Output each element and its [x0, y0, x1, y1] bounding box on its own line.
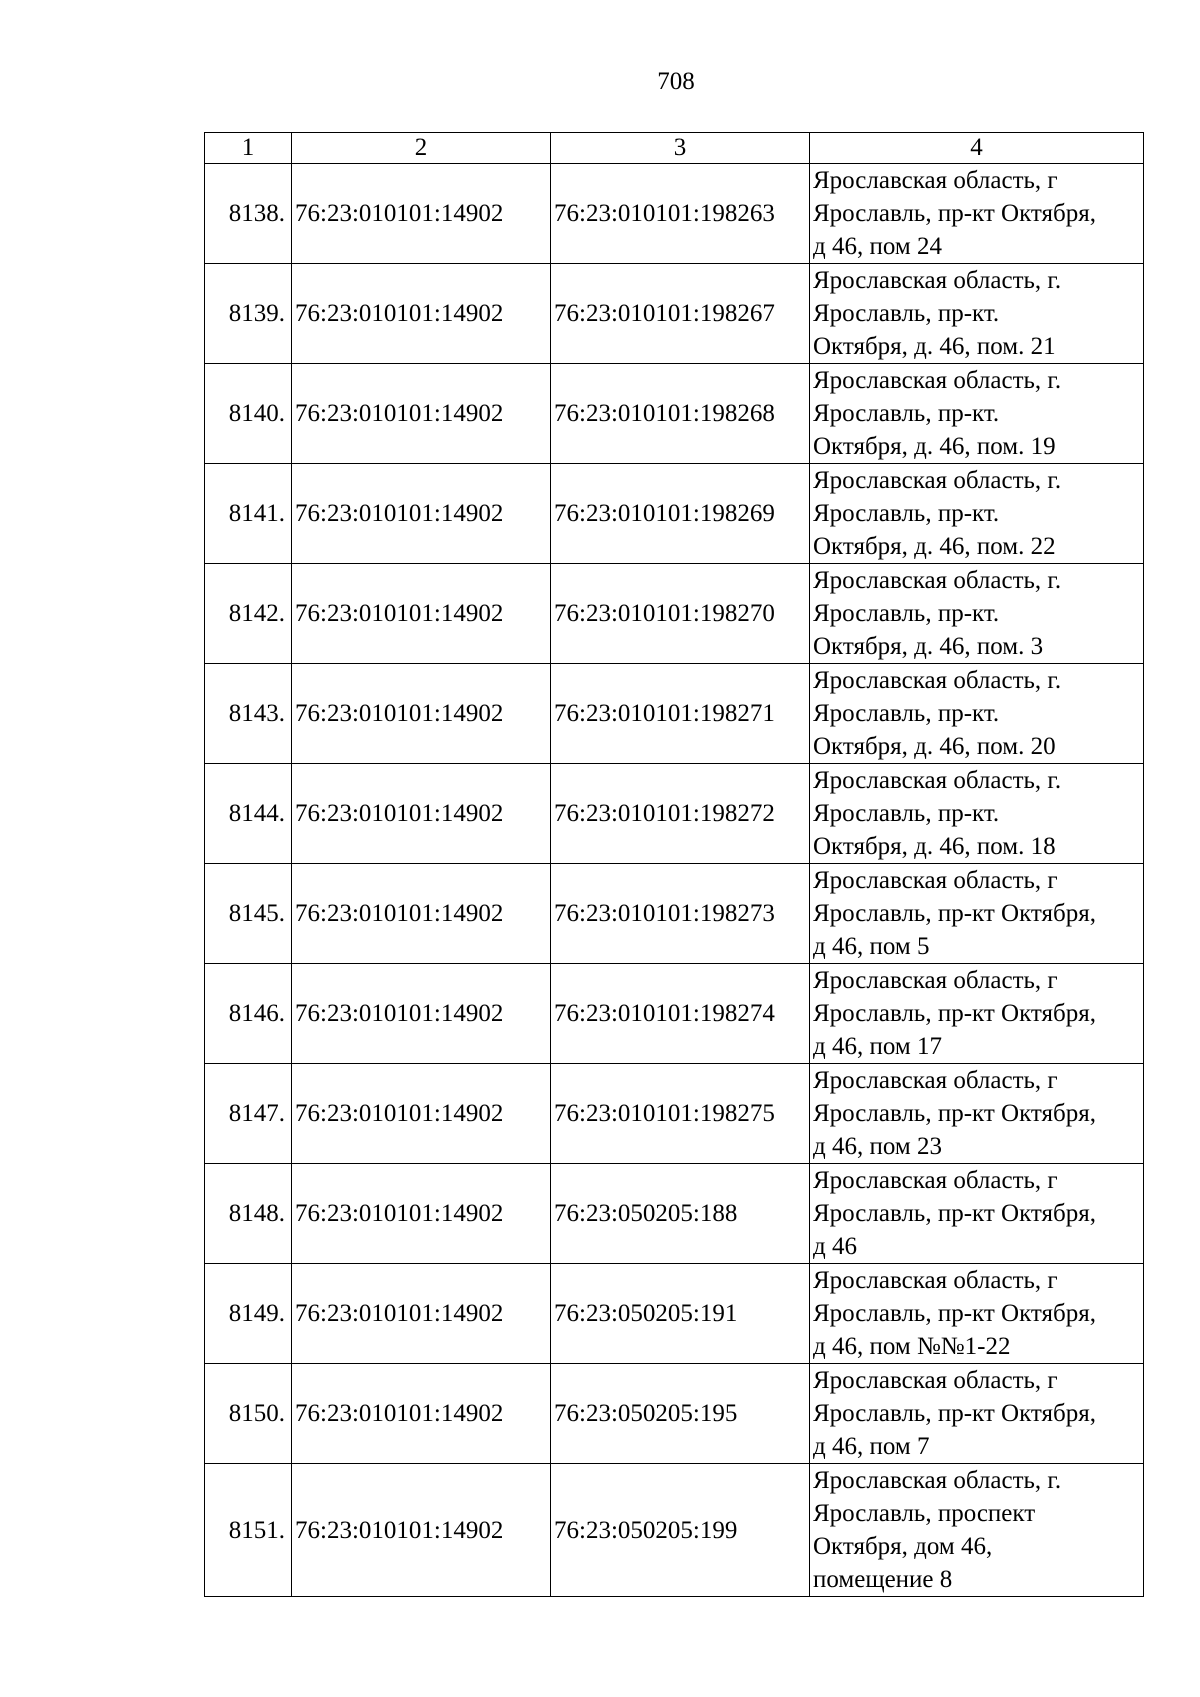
table-row [205, 1464, 1144, 1597]
address-cell [810, 564, 1144, 664]
column-header-3: 3 [551, 133, 810, 164]
row-number-cell: 8140. [205, 364, 292, 464]
address-cell [810, 764, 1144, 864]
table-row [205, 964, 1144, 1064]
address-cell [810, 1464, 1144, 1597]
column-header-4: 4 [810, 133, 1144, 164]
address-line: Ярославская область, г [813, 1067, 1058, 1094]
address-line: Ярославль, пр-кт. [813, 700, 1000, 727]
address-line: д 46, пом 23 [813, 1133, 942, 1160]
row-number-cell: 8141. [205, 464, 292, 564]
address-line: Октября, дом 46, [813, 1533, 993, 1560]
address-line: Ярославль, пр-кт Октября, [813, 1400, 1096, 1427]
address-line: д 46, пом 7 [813, 1433, 930, 1460]
parcel-number-cell: 76:23:010101:14902 [292, 864, 551, 964]
table-row [205, 1064, 1144, 1164]
address-line: Ярославль, пр-кт. [813, 800, 1000, 827]
address-cell [810, 1064, 1144, 1164]
table-row [205, 1264, 1144, 1364]
address-line: Ярославская область, г [813, 1267, 1058, 1294]
row-number-cell: 8142. [205, 564, 292, 664]
object-number-cell: 76:23:010101:198272 [551, 764, 810, 864]
parcel-number-cell: 76:23:010101:14902 [292, 564, 551, 664]
table-row [205, 864, 1144, 964]
object-number-cell: 76:23:010101:198267 [551, 264, 810, 364]
address-line: Ярославская область, г. [813, 767, 1062, 794]
object-number-cell: 76:23:010101:198269 [551, 464, 810, 564]
object-number-cell: 76:23:010101:198273 [551, 864, 810, 964]
address-cell [810, 864, 1144, 964]
address-cell [810, 1364, 1144, 1464]
table-row [205, 1164, 1144, 1264]
table-row [205, 764, 1144, 864]
row-number-cell: 8151. [205, 1464, 292, 1597]
address-line: Ярославль, пр-кт Октября, [813, 1100, 1096, 1127]
parcel-number-cell: 76:23:010101:14902 [292, 664, 551, 764]
parcel-number-cell: 76:23:010101:14902 [292, 164, 551, 264]
address-line: Ярославская область, г [813, 967, 1058, 994]
address-line: д 46, пом 24 [813, 233, 942, 260]
address-line: Ярославская область, г [813, 167, 1058, 194]
object-number-cell: 76:23:050205:195 [551, 1364, 810, 1464]
address-line: д 46, пом №№1-22 [813, 1333, 1011, 1360]
address-line: Ярославль, пр-кт Октября, [813, 200, 1096, 227]
row-number-cell: 8147. [205, 1064, 292, 1164]
address-line: Ярославская область, г. [813, 267, 1062, 294]
object-number-cell: 76:23:010101:198270 [551, 564, 810, 664]
table-row [205, 564, 1144, 664]
row-number-cell: 8138. [205, 164, 292, 264]
column-header-1: 1 [205, 133, 292, 164]
address-cell [810, 364, 1144, 464]
address-line: Ярославль, пр-кт. [813, 500, 1000, 527]
parcel-number-cell: 76:23:010101:14902 [292, 1164, 551, 1264]
address-line: Ярославль, пр-кт Октября, [813, 900, 1096, 927]
parcel-number-cell: 76:23:010101:14902 [292, 464, 551, 564]
address-line: Ярославская область, г [813, 1167, 1058, 1194]
address-line: Ярославль, пр-кт. [813, 600, 1000, 627]
object-number-cell: 76:23:010101:198274 [551, 964, 810, 1064]
address-line: Октября, д. 46, пом. 19 [813, 433, 1056, 460]
address-cell [810, 664, 1144, 764]
table-body [205, 164, 1144, 1597]
object-number-cell: 76:23:050205:188 [551, 1164, 810, 1264]
table-row [205, 664, 1144, 764]
page-number: 708 [657, 68, 695, 95]
address-cell [810, 1264, 1144, 1364]
address-cell [810, 264, 1144, 364]
parcel-number-cell: 76:23:010101:14902 [292, 764, 551, 864]
address-line: Октября, д. 46, пом. 3 [813, 633, 1044, 660]
address-line: Октября, д. 46, пом. 21 [813, 333, 1056, 360]
address-line: Ярославская область, г. [813, 567, 1062, 594]
table-row [205, 164, 1144, 264]
address-line: Ярославль, пр-кт. [813, 400, 1000, 427]
object-number-cell: 76:23:050205:199 [551, 1464, 810, 1597]
row-number-cell: 8148. [205, 1164, 292, 1264]
address-line: Ярославль, пр-кт. [813, 300, 1000, 327]
address-line: Ярославль, пр-кт Октября, [813, 1200, 1096, 1227]
object-number-cell: 76:23:050205:191 [551, 1264, 810, 1364]
address-line: д 46 [813, 1233, 857, 1260]
address-line: Ярославская область, г. [813, 467, 1062, 494]
address-line: Ярославль, пр-кт Октября, [813, 1000, 1096, 1027]
parcel-number-cell: 76:23:010101:14902 [292, 1464, 551, 1597]
object-number-cell: 76:23:010101:198268 [551, 364, 810, 464]
parcel-number-cell: 76:23:010101:14902 [292, 964, 551, 1064]
address-line: Октября, д. 46, пом. 22 [813, 533, 1056, 560]
row-number-cell: 8139. [205, 264, 292, 364]
object-number-cell: 76:23:010101:198275 [551, 1064, 810, 1164]
address-line: Ярославская область, г. [813, 367, 1062, 394]
object-number-cell: 76:23:010101:198263 [551, 164, 810, 264]
address-line: Октября, д. 46, пом. 20 [813, 733, 1056, 760]
address-cell [810, 164, 1144, 264]
address-line: Ярославская область, г. [813, 667, 1062, 694]
address-line: Ярославская область, г [813, 1367, 1058, 1394]
address-cell [810, 1164, 1144, 1264]
address-line: Ярославская область, г. [813, 1467, 1062, 1494]
address-cell [810, 464, 1144, 564]
address-line: помещение 8 [813, 1566, 953, 1593]
row-number-cell: 8149. [205, 1264, 292, 1364]
parcel-number-cell: 76:23:010101:14902 [292, 1064, 551, 1164]
table-row [205, 364, 1144, 464]
row-number-cell: 8150. [205, 1364, 292, 1464]
address-cell [810, 964, 1144, 1064]
table-row [205, 464, 1144, 564]
address-line: Ярославль, пр-кт Октября, [813, 1300, 1096, 1327]
row-number-cell: 8143. [205, 664, 292, 764]
address-line: Ярославская область, г [813, 867, 1058, 894]
row-number-cell: 8146. [205, 964, 292, 1064]
parcel-number-cell: 76:23:010101:14902 [292, 1364, 551, 1464]
parcel-number-cell: 76:23:010101:14902 [292, 264, 551, 364]
parcel-number-cell: 76:23:010101:14902 [292, 364, 551, 464]
row-number-cell: 8145. [205, 864, 292, 964]
address-line: Ярославль, проспект [813, 1500, 1036, 1527]
header-row [205, 133, 1144, 164]
table-row [205, 1364, 1144, 1464]
address-line: д 46, пом 17 [813, 1033, 942, 1060]
address-line: д 46, пом 5 [813, 933, 930, 960]
parcel-number-cell: 76:23:010101:14902 [292, 1264, 551, 1364]
address-line: Октября, д. 46, пом. 18 [813, 833, 1056, 860]
object-number-cell: 76:23:010101:198271 [551, 664, 810, 764]
register-table [204, 132, 1144, 1597]
table-row [205, 264, 1144, 364]
column-header-2: 2 [292, 133, 551, 164]
row-number-cell: 8144. [205, 764, 292, 864]
